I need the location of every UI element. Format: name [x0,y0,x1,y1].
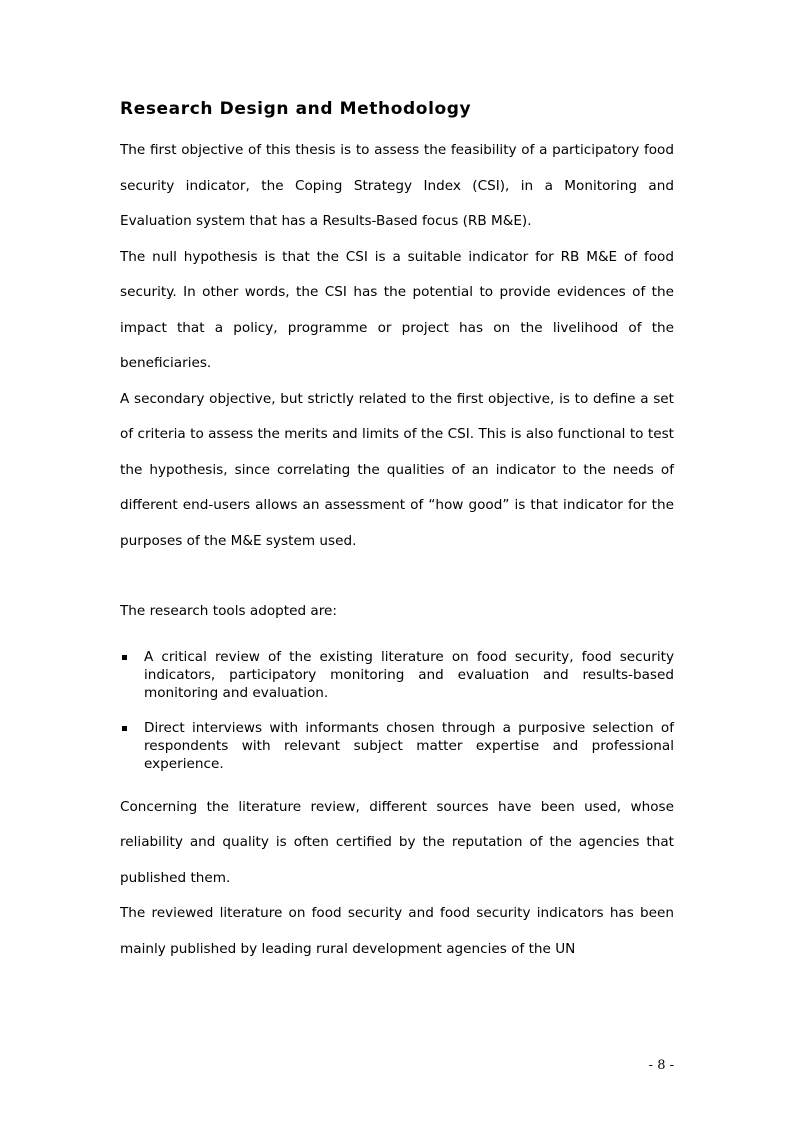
list-item-text: A critical review of the existing literature on food security, food security indicators, participatory monitoring and evaluation and results-based monitoring and evaluation. [144,648,674,701]
list-item [120,648,674,702]
section-heading: Research Design and Methodology [120,99,472,119]
paragraph-secondary-objective: A secondary objective, but strictly related to the first objective, is to define a set of criteria to assess the merits and limits of the CSI. This is also functional to test the hypothesis, since correlating the qualities of an indicator to the needs of different end-users allows an assessment of “how good” is that indicator for the purposes of the M&E system used. [120,390,674,549]
page-number: - 8 - [648,1058,674,1073]
paragraph-reviewed-literature: The reviewed literature on food security and food security indicators has been mainly published by leading rural development agencies of the UN [120,905,674,957]
paragraph-literature-review: Concerning the literature review, different sources have been used, whose reliability and quality is often certified by the reputation of the agencies that published them. [120,798,674,886]
paragraph-objective: The first objective of this thesis is to assess the feasibility of a participatory food security indicator, the Coping Strategy Index (CSI), in a Monitoring and Evaluation system that has a Results-Based focus (RB M&E). [120,142,674,229]
paragraph-gap [120,559,674,594]
square-bullet-icon [122,655,127,660]
paragraph-hypothesis: The null hypothesis is that the CSI is a suitable indicator for RB M&E of food security. In other words, the CSI has the potential to provide evidences of the impact that a policy, programme or project has on the livelihood of the beneficiaries. [120,248,674,371]
square-bullet-icon [122,726,127,731]
list-item [120,719,674,773]
page-content [120,97,674,967]
paragraph-tools-intro: The research tools adopted are: [120,603,337,619]
list-item-text: Direct interviews with informants chosen through a purposive selection of respondents with relevant subject matter expertise and professional experience. [144,719,674,772]
research-tools-list [120,648,674,773]
